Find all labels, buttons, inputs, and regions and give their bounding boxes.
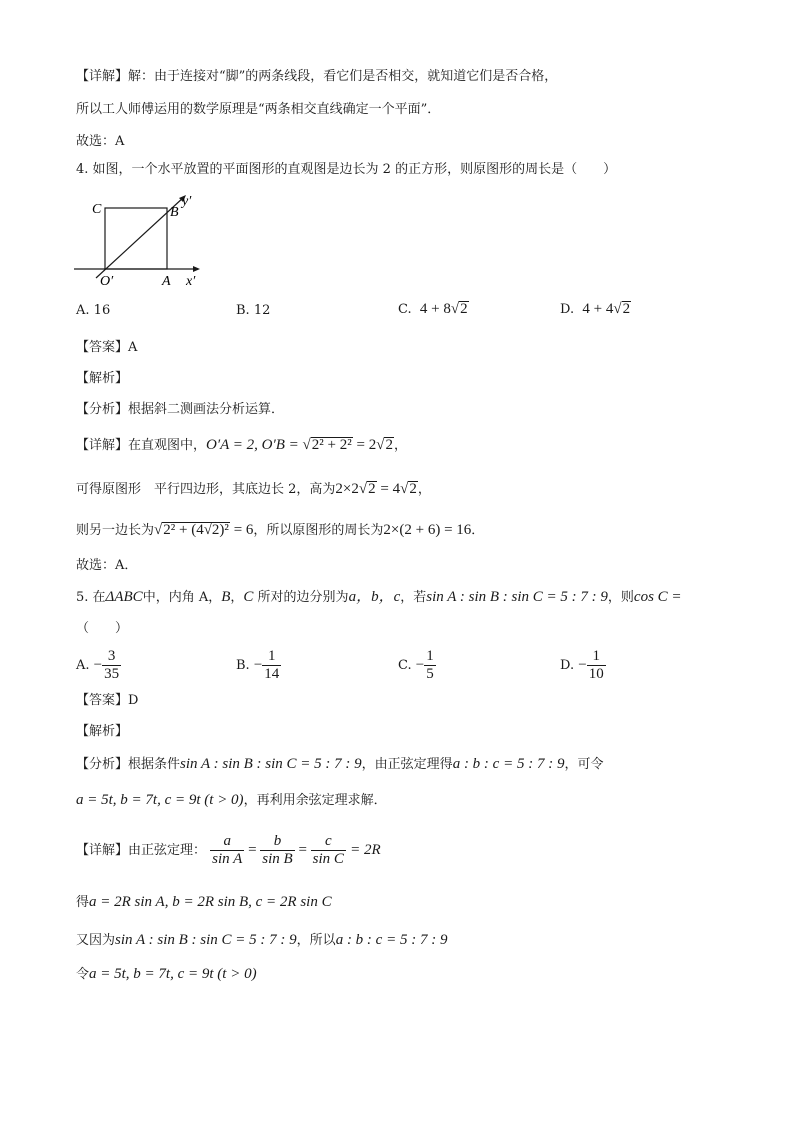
detail-line-2: 得a = 2R sin A, b = 2R sin B, c = 2R sin C	[76, 894, 332, 910]
detail-line-1: 【详解】在直观图中，O′A = 2, O′B = √2² + 2² = 2√2，	[76, 437, 407, 453]
fenxi-line-2: a = 5t, b = 7t, c = 9t (t > 0)，再利用余弦定理求解．	[76, 792, 387, 808]
conclusion-line: 故选：A	[76, 134, 125, 149]
label-y: y′	[182, 194, 192, 209]
conclusion-line: 故选：A．	[76, 558, 138, 573]
question-5-stem: 5. 在ΔABC中，内角 A，B，C 所对的边分别为a，b，c，若sin A : sin B : sin C = 5 : 7 : 9，则cos C =	[76, 589, 682, 605]
detail-line-3: 又因为sin A : sin B : sin C = 5 : 7 : 9，所以a : b : c = 5 : 7 : 9	[76, 932, 448, 948]
option-c[interactable]: C. − $\frac{1}{5}$	[398, 648, 434, 682]
option-d[interactable]: D. 4 + 4√2	[560, 301, 631, 317]
label-A: A	[162, 274, 171, 289]
analysis-label: 【解析】	[76, 371, 129, 386]
label-B: B	[170, 205, 179, 220]
answer-label: 【答案】A	[76, 340, 138, 355]
detail-line-3: 则另一边长为√2² + (4√2)² = 6，所以原图形的周长为2×(2 + 6) = 16．	[76, 522, 485, 538]
option-c[interactable]: C. 4 + 8√2	[398, 301, 468, 317]
option-a[interactable]: A. 16	[76, 303, 111, 318]
label-x: x′	[186, 274, 196, 289]
detail-line-2: 可得原图形 平行四边形，其底边长 2，高为2×2√2 = 4√2，	[76, 481, 431, 497]
option-a[interactable]: A. − $\frac{3}{35}$	[76, 648, 120, 682]
oblique-drawing-figure	[70, 192, 210, 292]
explanation-line: 所以工人师傅运用的数学原理是“两条相交直线确定一个平面”．	[76, 102, 441, 117]
fenxi-line-1: 【分析】根据条件sin A : sin B : sin C = 5 : 7 : 9，由正弦定理得a : b : c = 5 : 7 : 9，可令	[76, 756, 604, 772]
detail-line-1: 【详解】由正弦定理： $\frac{a}{\text{sin A}}$ = $\frac{b}{\text{sin B}}$ = $\frac{c}{\text{sin C}}$ = 2R	[76, 833, 381, 867]
answer-label: 【答案】D	[76, 693, 139, 708]
fenxi-line: 【分析】根据斜二测画法分析运算．	[76, 402, 285, 417]
label-O: O′	[100, 274, 114, 289]
option-b[interactable]: B. 12	[236, 303, 271, 318]
option-b[interactable]: B. − $\frac{1}{14}$	[236, 648, 280, 682]
question-5-paren: （ ）	[76, 621, 129, 636]
label-C: C	[92, 202, 102, 217]
option-d[interactable]: D. − $\frac{1}{10}$	[560, 648, 604, 682]
explanation-line: 【详解】解：由于连接对“脚”的两条线段，看它们是否相交，就知道它们是否合格，	[76, 69, 558, 84]
detail-line-4: 令a = 5t, b = 7t, c = 9t (t > 0)	[76, 966, 257, 982]
question-4-stem: 4. 如图，一个水平放置的平面图形的直观图是边长为 2 的正方形，则原图形的周长是（ ）	[76, 162, 617, 177]
analysis-label: 【解析】	[76, 724, 129, 739]
